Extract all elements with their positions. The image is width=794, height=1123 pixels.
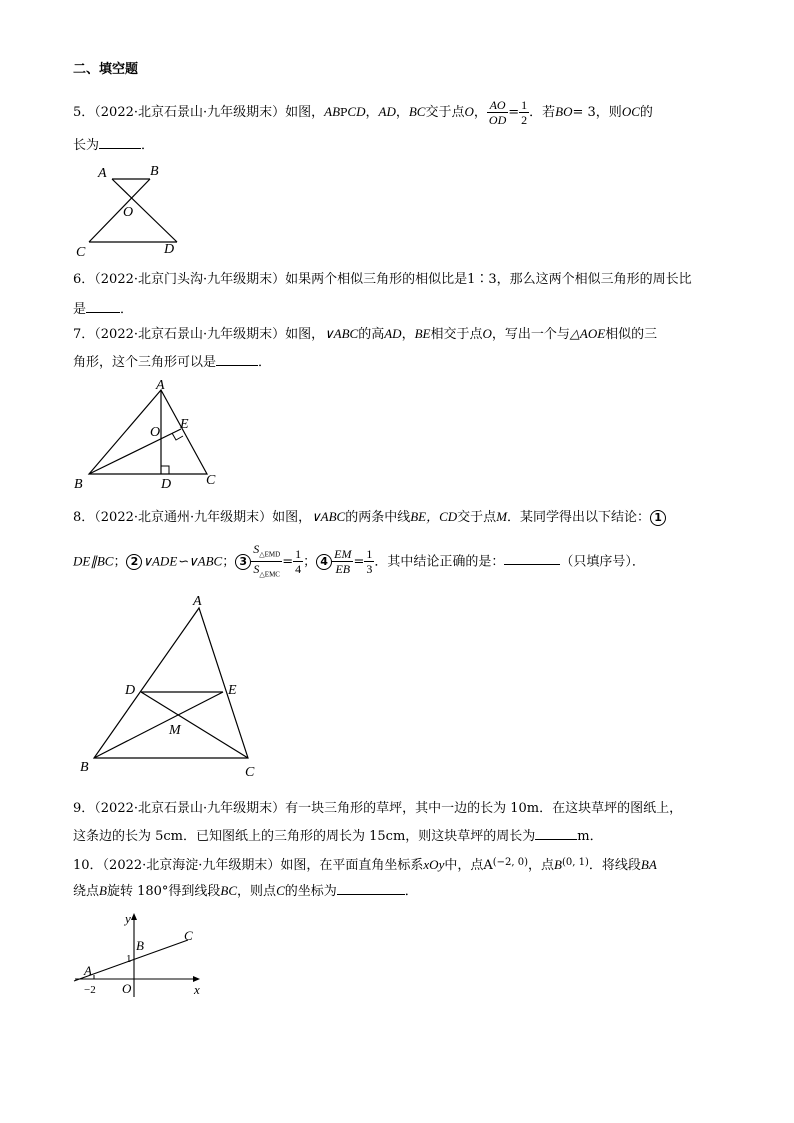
label-minus-two: −2	[84, 984, 96, 996]
label-e: E	[228, 683, 237, 698]
section-title: 二、填空题	[73, 62, 139, 77]
fraction-area-ratio: $\frac{S_{\triangle EMD}}{S_{\triangle EMC}}$	[253, 542, 281, 579]
label-y: y	[125, 911, 131, 926]
question-7-line-2: 角形，这个三角形可以是 ．	[73, 355, 272, 370]
label-a: A	[84, 963, 92, 978]
question-10-line-1: 10．（2022·北京海淀·九年级期末）如图，在平面直角坐标系xOy中，点$A^{(-2, 0)}$，点B$^{(0, 1)}$．将线段BA	[73, 857, 657, 873]
answer-blank-q5[interactable]	[99, 136, 141, 149]
label-m: M	[169, 723, 181, 738]
question-9-line-1: 9．（2022·北京石景山·九年级期末）有一块三角形的草坪，其中一边的长为 10m．在这块草坪的图纸上，	[73, 801, 683, 816]
figure-q8	[75, 588, 275, 783]
figure-q7	[70, 376, 230, 491]
question-5-line-1: 5．（2022·北京石景山·九年级期末）如图，ABPCD，AD，BC交于点O， $\frac{AO}{OD}$ = $\frac{1}{2}$ ．若BO= 3，则OC的	[73, 98, 653, 127]
figure-q5	[70, 160, 190, 260]
question-7-line-1: 7．（2022·北京石景山·九年级期末）如图，∨ABC的高AD，BE相交于点O，写出一个与△AOE相似的三	[73, 326, 658, 342]
label-a: A	[98, 166, 107, 181]
label-x: x	[194, 982, 200, 997]
label-o: O	[150, 425, 161, 440]
fraction-ao-od: $\frac{AO}{OD}$	[488, 98, 507, 127]
question-9-line-2: 这条边的长为 5cm．已知图纸上的三角形的周长为 15cm，则这块草坪的周长为 m．	[73, 829, 603, 844]
question-6-line-2: 是 ．	[73, 302, 134, 317]
figure-q10-coordinate-plane	[70, 905, 220, 1005]
label-o: O	[123, 205, 134, 220]
label-one: 1	[126, 953, 132, 965]
circle-number-4: 4	[316, 554, 332, 570]
circle-number-3: 3	[235, 554, 251, 570]
answer-blank-q6[interactable]	[86, 300, 120, 313]
label-b: B	[136, 938, 144, 953]
label-o: O	[122, 981, 132, 996]
label-d: D	[164, 242, 175, 257]
label-d: D	[161, 477, 172, 491]
label-c: C	[184, 928, 193, 943]
fraction-one-quarter: $\frac{1}{4}$	[295, 547, 302, 577]
question-8-line-1: 8．（2022·北京通州·九年级期末）如图，∨ABC的两条中线BE，CD交于点M．某同学得出以下结论： 1	[73, 509, 666, 526]
label-d: D	[125, 683, 136, 698]
fraction-one-half: $\frac{1}{2}$	[521, 98, 528, 127]
answer-blank-q8[interactable]	[504, 552, 560, 565]
label-c: C	[76, 245, 86, 260]
label-c: C	[206, 473, 216, 488]
label-c: C	[245, 765, 255, 780]
answer-blank-q9[interactable]	[535, 827, 577, 840]
circle-number-1: 1	[650, 510, 666, 526]
question-8-line-2: DE∥BC； 2 ∨ADE∽∨ABC； 3 $\frac{S_{\triangle EMD}}{S_{\triangle EMC}}$ = $\frac{1}{4}$ ； 4 $\frac{EM}{EB}$ = $\frac{1}{3}$ ．其中结论正确的是： （只填序号）．	[73, 542, 645, 582]
label-a: A	[156, 378, 165, 393]
circle-number-2: 2	[126, 554, 142, 570]
answer-blank-q10[interactable]	[337, 882, 405, 895]
fraction-em-eb: $\frac{EM}{EB}$	[334, 547, 352, 577]
question-5-line-2: 长为 ．	[73, 138, 155, 153]
label-e: E	[180, 417, 189, 432]
answer-blank-q7[interactable]	[216, 353, 258, 366]
label-b: B	[150, 164, 159, 179]
label-b: B	[80, 760, 89, 775]
label-a: A	[193, 594, 202, 609]
question-10-line-2: 绕点B旋转 180°得到线段BC，则点C的坐标为 ．	[73, 883, 418, 899]
label-b: B	[74, 477, 83, 491]
fraction-one-third: $\frac{1}{3}$	[366, 547, 373, 577]
question-6-line-1: 6．（2022·北京门头沟·九年级期末）如果两个相似三角形的相似比是1∶3，那么这两个相似三角形的周长比	[73, 272, 692, 287]
